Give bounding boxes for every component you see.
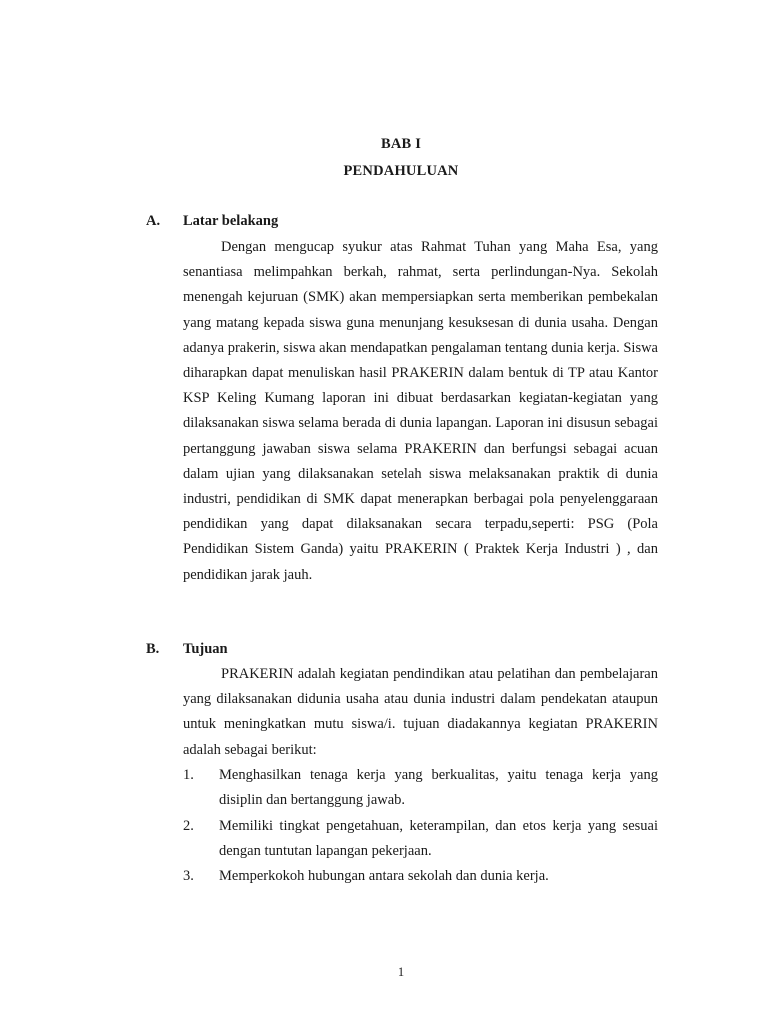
chapter-heading: BAB I [380,136,422,152]
list-item-text: Memperkokoh hubungan antara sekolah dan dunia kerja. [219,868,549,884]
section-a-heading: Latar belakang [183,213,279,229]
chapter-title: PENDAHULUAN [343,163,459,179]
section-b-letter: B. [146,641,160,657]
section-b-heading: Tujuan [183,641,228,657]
list-item-text: Menghasilkan tenaga kerja yang berkualitas, yaitu tenaga kerja yang disiplin dan bertanggung jawab. [219,767,658,809]
list-item-number: 2. [183,818,194,834]
page-number: 1 [397,965,405,979]
section-b-paragraph: PRAKERIN adalah kegiatan pendindikan atau pelatihan dan pembelajaran yang dilaksanakan didunia usaha atau dunia industri dalam pendekatan ataupun untuk meningkatkan mutu siswa/i. tujuan diadakannya kegiatan PRAKERIN adalah sebagai berikut: [183,666,658,758]
list-item-number: 1. [183,767,194,783]
section-a-letter: A. [146,213,161,229]
list-item-number: 3. [183,868,194,884]
list-item-text: Memiliki tingkat pengetahuan, keterampilan, dan etos kerja yang sesuai dengan tuntutan lapangan pekerjaan. [219,818,658,860]
section-a-paragraph: Dengan mengucap syukur atas Rahmat Tuhan yang Maha Esa, yang senantiasa melimpahkan berkah, rahmat, serta perlindungan-Nya. Sekolah menengah kejuruan (SMK) akan mempersiapkan serta memberikan pembekalan yang matang kepada siswa guna menunjang kesuksesan di dunia usaha. Dengan adanya prakerin, siswa akan mendapatkan pengalaman tentang dunia kerja. Siswa diharapkan dapat menuliskan hasil PRAKERIN dalam bentuk di TP atau Kantor KSP Keling Kumang laporan ini dibuat berdasarkan kegiatan-kegiatan yang dilaksanakan siswa selama berada di dunia lapangan. Laporan ini disusun sebagai pertanggung jawaban siswa selama PRAKERIN dan berfungsi sebagai acuan dalam ujian yang dilaksanakan setelah siswa melaksanakan praktik di dunia industri, pendidikan di SMK dapat menerapkan berbagai pola penyelenggaraan pendidikan yang dapat dilaksanakan secara terpadu,seperti: PSG (Pola Pendidikan Sistem Ganda) yaitu PRAKERIN ( Praktek Kerja Industri ) , dan pendidikan jarak jauh. [183,239,658,583]
